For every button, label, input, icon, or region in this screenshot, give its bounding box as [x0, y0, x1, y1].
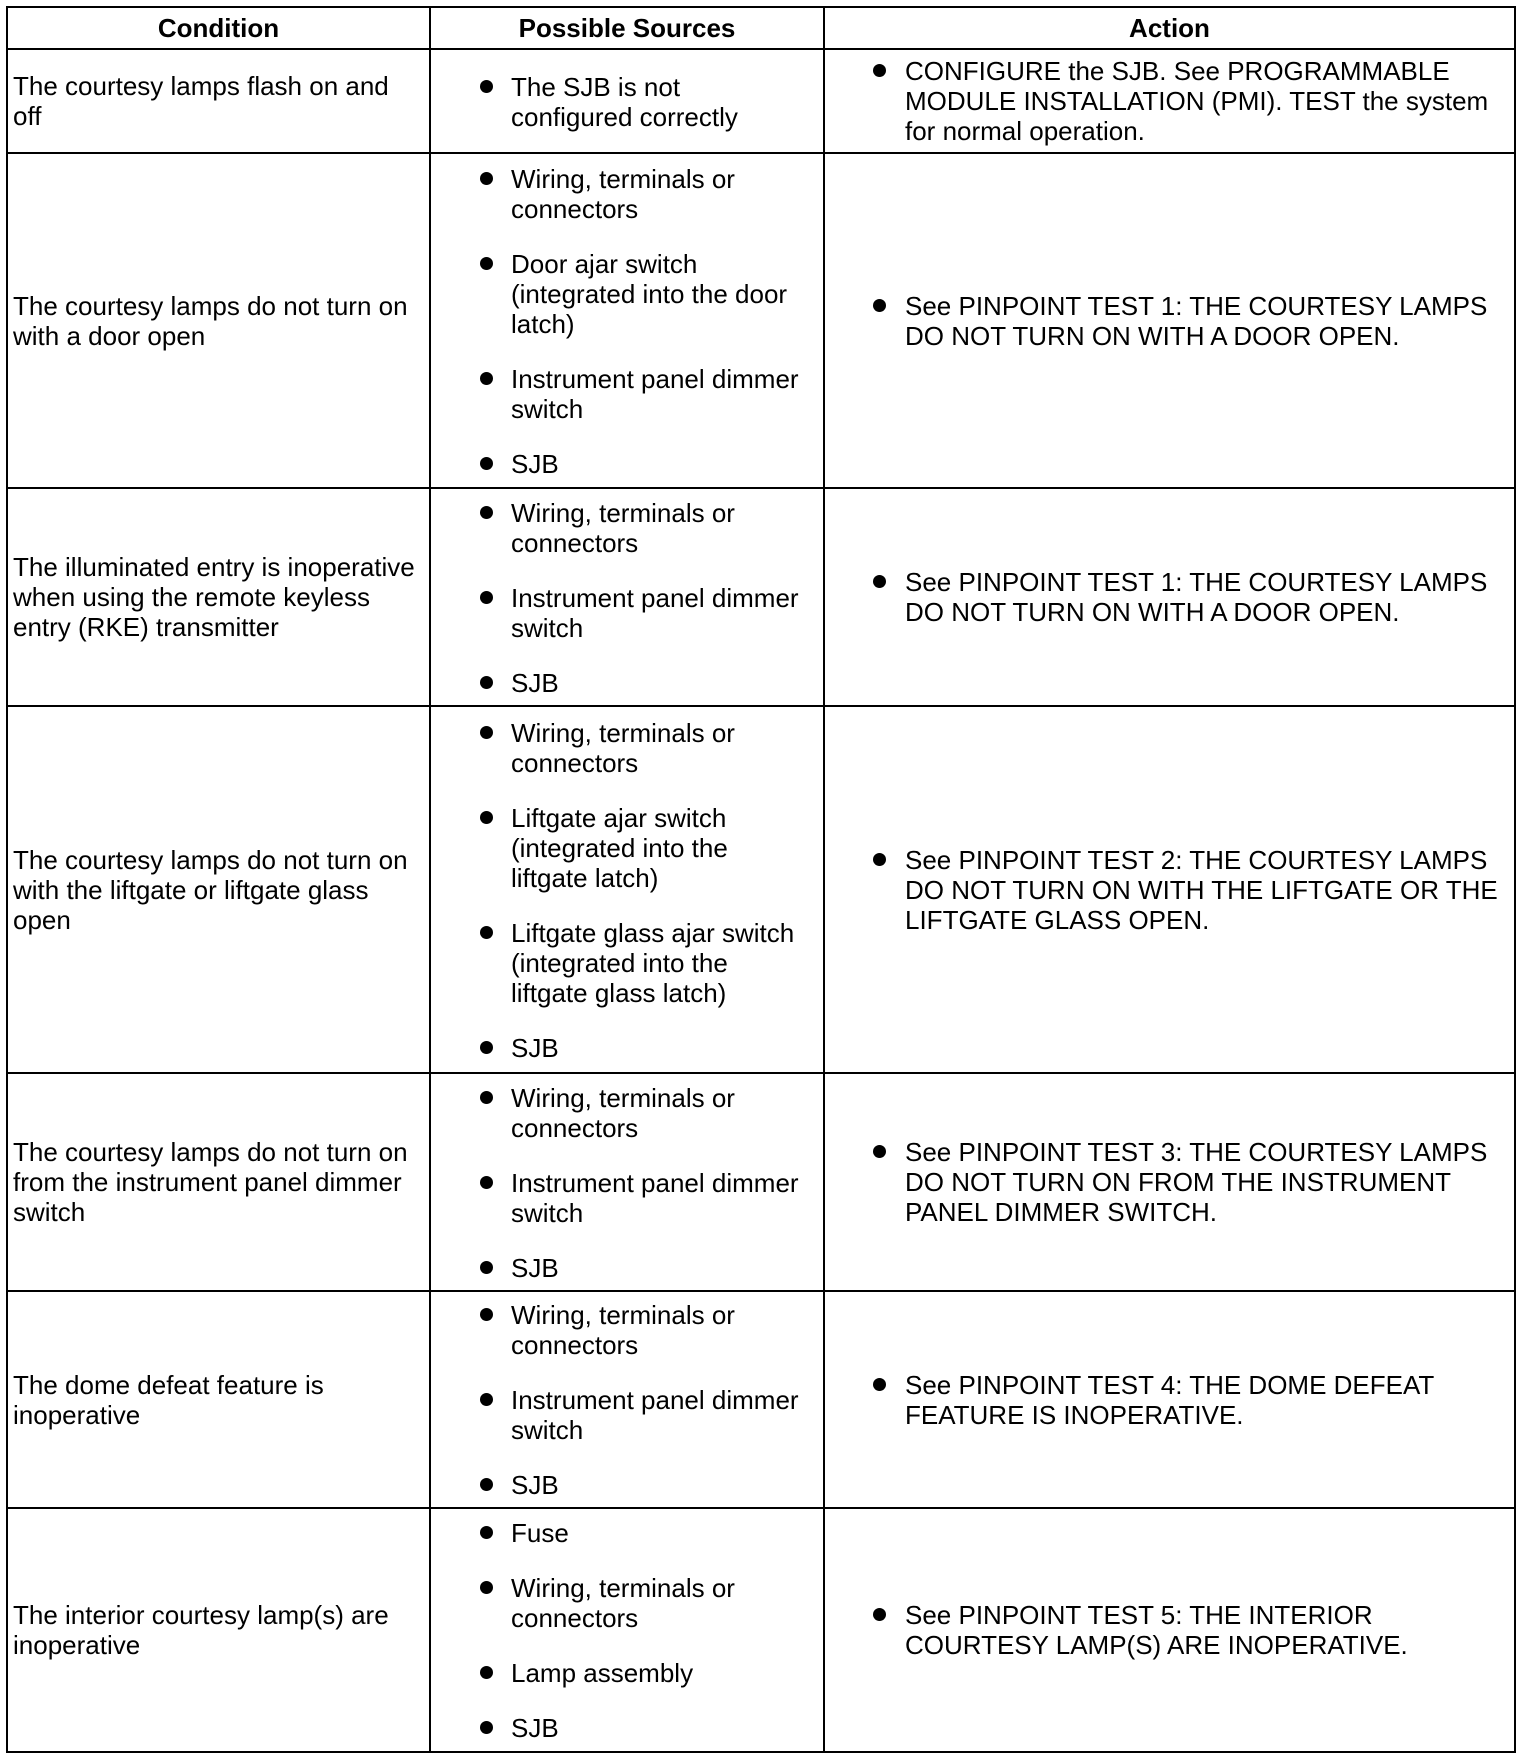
table-row — [7, 153, 1515, 488]
table-row — [7, 49, 1515, 153]
action-list — [825, 291, 1514, 351]
source-item: SJB — [431, 1033, 823, 1063]
action-cell — [824, 49, 1515, 153]
header-possible-sources: Possible Sources — [430, 7, 824, 49]
source-item: Instrument panel dimmer switch — [431, 583, 823, 643]
source-item: Wiring, terminals or connectors — [431, 1573, 823, 1633]
symptom-chart-table — [6, 6, 1516, 1753]
possible-sources-list — [431, 711, 823, 1069]
action-item: See PINPOINT TEST 3: THE COURTESY LAMPS DO NOT TURN ON FROM THE INSTRUMENT PANEL DIMMER SWITCH. — [825, 1137, 1514, 1227]
action-cell — [824, 153, 1515, 488]
source-item: Door ajar switch (integrated into the door latch) — [431, 249, 823, 339]
possible-sources-cell — [430, 1291, 824, 1508]
possible-sources-cell — [430, 1508, 824, 1752]
source-item: SJB — [431, 449, 823, 479]
condition-cell: The courtesy lamps do not turn on from the instrument panel dimmer switch — [7, 1073, 430, 1291]
source-item: Fuse — [431, 1518, 823, 1548]
condition-cell: The courtesy lamps do not turn on with the liftgate or liftgate glass open — [7, 706, 430, 1073]
table-row — [7, 706, 1515, 1073]
action-cell — [824, 1073, 1515, 1291]
possible-sources-cell — [430, 488, 824, 706]
action-cell — [824, 706, 1515, 1073]
possible-sources-cell — [430, 153, 824, 488]
condition-cell: The interior courtesy lamp(s) are inoperative — [7, 1508, 430, 1752]
condition-cell: The illuminated entry is inoperative when using the remote keyless entry (RKE) transmitter — [7, 488, 430, 706]
action-list — [825, 1600, 1514, 1660]
action-list — [825, 845, 1514, 935]
action-list — [825, 1137, 1514, 1227]
action-list — [825, 567, 1514, 627]
condition-cell: The dome defeat feature is inoperative — [7, 1291, 430, 1508]
source-item: SJB — [431, 668, 823, 698]
possible-sources-list — [431, 1511, 823, 1749]
header-row — [7, 7, 1515, 49]
possible-sources-list — [431, 157, 823, 485]
possible-sources-cell — [430, 1073, 824, 1291]
action-item: See PINPOINT TEST 5: THE INTERIOR COURTESY LAMP(S) ARE INOPERATIVE. — [825, 1600, 1514, 1660]
source-item: Instrument panel dimmer switch — [431, 364, 823, 424]
action-list — [825, 56, 1514, 146]
source-item: Liftgate glass ajar switch (integrated into the liftgate glass latch) — [431, 918, 823, 1008]
source-item: Wiring, terminals or connectors — [431, 164, 823, 224]
action-item: CONFIGURE the SJB. See PROGRAMMABLE MODULE INSTALLATION (PMI). TEST the system for normal operation. — [825, 56, 1514, 146]
table-row — [7, 1291, 1515, 1508]
action-cell — [824, 1291, 1515, 1508]
header-condition: Condition — [7, 7, 430, 49]
source-item: Instrument panel dimmer switch — [431, 1385, 823, 1445]
source-item: Wiring, terminals or connectors — [431, 1083, 823, 1143]
action-cell — [824, 488, 1515, 706]
possible-sources-cell — [430, 706, 824, 1073]
source-item: Wiring, terminals or connectors — [431, 718, 823, 778]
source-item: SJB — [431, 1470, 823, 1500]
table-row — [7, 1073, 1515, 1291]
action-item: See PINPOINT TEST 2: THE COURTESY LAMPS DO NOT TURN ON WITH THE LIFTGATE OR THE LIFTGATE GLASS OPEN. — [825, 845, 1514, 935]
source-item: SJB — [431, 1253, 823, 1283]
condition-cell: The courtesy lamps do not turn on with a door open — [7, 153, 430, 488]
source-item: SJB — [431, 1713, 823, 1743]
source-item: Wiring, terminals or connectors — [431, 1300, 823, 1360]
possible-sources-list — [431, 1293, 823, 1506]
table-row — [7, 1508, 1515, 1752]
header-action: Action — [824, 7, 1515, 49]
source-item: Liftgate ajar switch (integrated into the liftgate latch) — [431, 803, 823, 893]
table-row — [7, 488, 1515, 706]
source-item: Lamp assembly — [431, 1658, 823, 1688]
source-item: The SJB is not configured correctly — [431, 72, 823, 132]
action-item: See PINPOINT TEST 1: THE COURTESY LAMPS DO NOT TURN ON WITH A DOOR OPEN. — [825, 291, 1514, 351]
source-item: Wiring, terminals or connectors — [431, 498, 823, 558]
action-item: See PINPOINT TEST 4: THE DOME DEFEAT FEATURE IS INOPERATIVE. — [825, 1370, 1514, 1430]
condition-cell: The courtesy lamps flash on and off — [7, 49, 430, 153]
action-list — [825, 1370, 1514, 1430]
action-item: See PINPOINT TEST 1: THE COURTESY LAMPS DO NOT TURN ON WITH A DOOR OPEN. — [825, 567, 1514, 627]
source-item: Instrument panel dimmer switch — [431, 1168, 823, 1228]
possible-sources-cell — [430, 49, 824, 153]
possible-sources-list — [431, 491, 823, 704]
action-cell — [824, 1508, 1515, 1752]
possible-sources-list — [431, 65, 823, 138]
possible-sources-list — [431, 1076, 823, 1289]
